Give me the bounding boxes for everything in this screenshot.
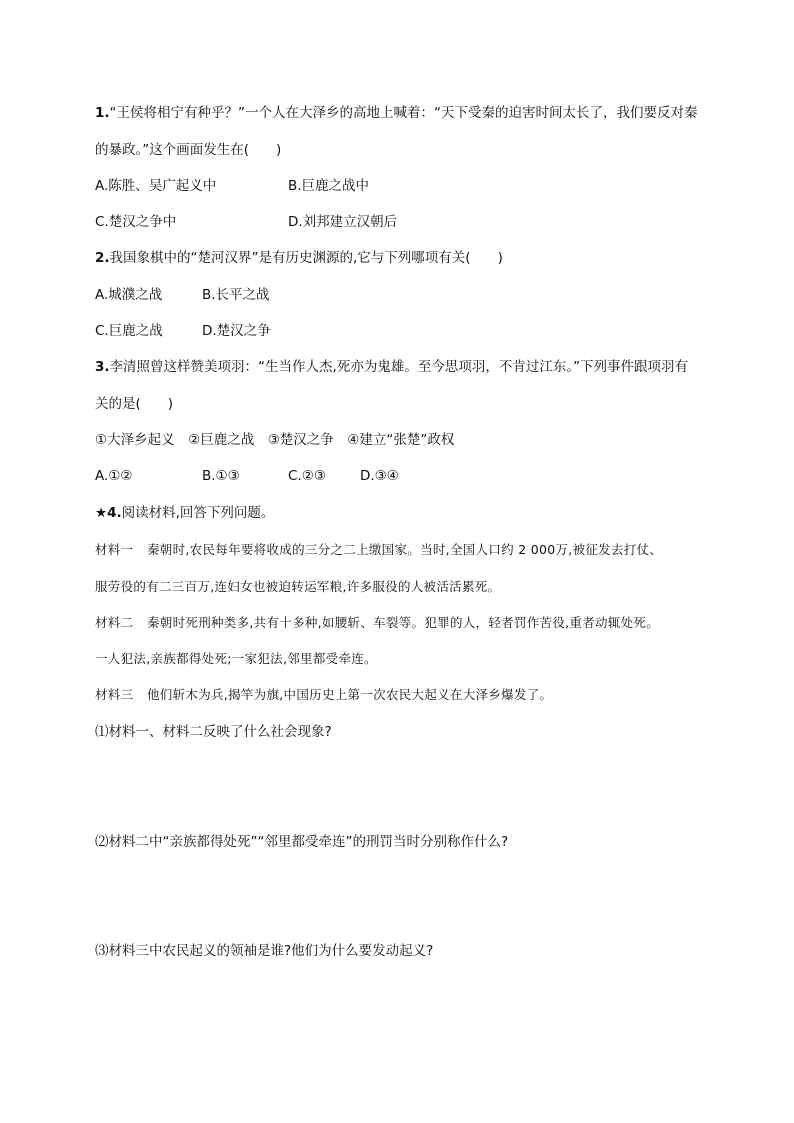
material-2-text-1: 秦朝时死刑种类多,共有十多种,如腰斩、车裂等。犯罪的人，轻者罚作苦役,重者动辄处死。 <box>147 615 660 630</box>
question-1-stem: “王侯将相宁有种乎？”一个人在大泽乡的高地上喊着：“天下受秦的迫害时间太长了，我们要反对秦 <box>109 105 698 121</box>
material-3-label: 材料三 <box>95 687 134 702</box>
question-2-option-a: A.城濮之战 <box>95 287 163 303</box>
material-2-line-2: 一人犯法,亲族都得处死;一家犯法,邻里都受牵连。 <box>95 651 377 666</box>
question-2-option-b: B.长平之战 <box>202 287 270 303</box>
question-1-line-2: 的暴政。”这个画面发生在( ) <box>95 142 282 158</box>
sub-question-1: ⑴材料一、材料二反映了什么社会现象? <box>95 724 332 740</box>
question-1-option-b: B.巨鹿之战中 <box>288 178 370 194</box>
material-3-line-1 <box>95 686 552 704</box>
material-1-text-1: 秦朝时,农民每年要将收成的三分之二上缴国家。当时,全国人口约 2 000万,被征发去打仗、 <box>147 542 663 557</box>
material-1-line-1 <box>95 541 662 559</box>
question-3-line-2: 关的是( ) <box>95 396 174 412</box>
sub-question-3: ⑶材料三中农民起义的领袖是谁?他们为什么要发动起义? <box>95 943 434 959</box>
question-4-number: ★4. <box>95 505 122 521</box>
question-1-option-d: D.刘邦建立汉朝后 <box>288 214 398 230</box>
question-1-options-row-1 <box>95 177 495 195</box>
question-1-options-row-2 <box>95 213 495 231</box>
question-2-options-row-1 <box>95 286 395 304</box>
question-3-option-a: A.①② <box>95 468 133 484</box>
material-3-text-1: 他们斩木为兵,揭竿为旗,中国历史上第一次农民大起义在大泽乡爆发了。 <box>147 687 553 702</box>
question-2-option-c: C.巨鹿之战 <box>95 323 163 339</box>
material-1-line-2: 服劳役的有二三百万,连妇女也被迫转运军粮,许多服役的人被活活累死。 <box>95 579 501 594</box>
material-2-label: 材料二 <box>95 615 134 630</box>
question-3-option-b: B.①③ <box>202 468 240 484</box>
question-3-options-row <box>95 467 435 485</box>
material-1-label: 材料一 <box>95 542 134 557</box>
question-4-intro: 阅读材料,回答下列问题。 <box>121 505 275 521</box>
question-3-option-c: C.②③ <box>288 468 326 484</box>
question-1-number: 1. <box>95 105 110 121</box>
question-1-line-1 <box>95 104 698 122</box>
question-3-stem: 李清照曾这样赞美项羽：“生当作人杰,死亦为鬼雄。至今思项羽，不肯过江东。”下列事件跟项羽有 <box>109 359 689 375</box>
question-2-number: 2. <box>95 250 110 266</box>
question-1-option-c: C.楚汉之争中 <box>95 214 177 230</box>
question-2-stem: 我国象棋中的“楚河汉界”是有历史渊源的,它与下列哪项有关( ) <box>109 250 503 266</box>
sub-question-2: ⑵材料二中“亲族都得处死”“邻里都受牵连”的刑罚当时分别称作什么? <box>95 834 509 850</box>
question-3-number: 3. <box>95 359 110 375</box>
question-3-option-d: D.③④ <box>360 468 399 484</box>
question-1-option-a: A.陈胜、吴广起义中 <box>95 178 217 194</box>
question-2-options-row-2 <box>95 322 395 340</box>
question-2-option-d: D.楚汉之争 <box>202 323 271 339</box>
material-2-line-1 <box>95 614 659 632</box>
question-2-line-1 <box>95 249 503 267</box>
question-4-line-1 <box>95 504 274 522</box>
question-3-line-1 <box>95 358 688 376</box>
question-3-items: ①大泽乡起义 ②巨鹿之战 ③楚汉之争 ④建立“张楚”政权 <box>95 432 455 448</box>
